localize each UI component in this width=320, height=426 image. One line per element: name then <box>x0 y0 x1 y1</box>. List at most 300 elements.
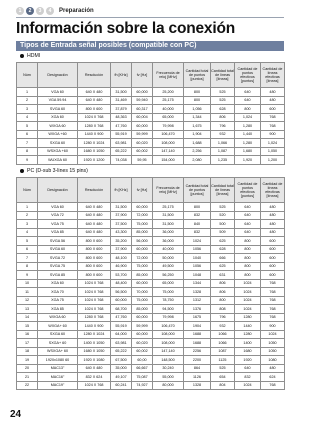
table-cell: 600 <box>261 271 285 280</box>
table-cell: 520 <box>211 211 235 220</box>
table-cell: 55,919 <box>111 130 132 139</box>
table-cell: MAC19" <box>38 381 78 390</box>
table-cell: 1920 X 1080 <box>78 356 111 365</box>
step-1-icon: 1 <box>16 7 24 15</box>
pc-heading-label: PC (D-sub 3-lines 15 pins) <box>27 168 88 174</box>
step-3-icon: 3 <box>36 7 44 15</box>
table-cell: 60,000 <box>111 296 132 305</box>
table-cell: 4 <box>17 228 38 237</box>
table-cell: 37,900 <box>111 245 132 254</box>
table-cell: 3 <box>17 220 38 229</box>
table-cell: 2256 <box>184 347 211 356</box>
column-header: Cantidad total de líneas [líneas] <box>211 178 235 203</box>
table-cell: 1904 <box>184 322 211 331</box>
column-header: fh [KHz] <box>111 178 132 203</box>
table-cell: 1126 <box>184 373 211 382</box>
table-cell: 108,000 <box>153 339 184 348</box>
table-cell: 1048 <box>184 271 211 280</box>
table-cell: 59,95 <box>132 156 153 165</box>
table-cell: 47,760 <box>111 122 132 131</box>
table-cell: 1050 <box>261 339 285 348</box>
table-cell: 72,000 <box>132 254 153 263</box>
table-cell: 1 <box>17 88 38 97</box>
table-cell: 1,280 <box>235 122 261 131</box>
table-cell: 60,020 <box>132 139 153 148</box>
table-cell: 480 <box>261 96 285 105</box>
table-row <box>17 130 285 139</box>
table-cell: 21 <box>17 373 38 382</box>
table-cell: 768 <box>261 288 285 297</box>
table-cell: 79,998 <box>153 313 184 322</box>
table-cell: 37,900 <box>111 211 132 220</box>
table-cell: 1024 <box>235 296 261 305</box>
table-cell: 640 X 480 <box>78 96 111 105</box>
table-cell: XGA 85 <box>38 305 78 314</box>
table-cell: 2200 <box>184 356 211 365</box>
table-cell: 75,000 <box>132 262 153 271</box>
table-cell: 60,000 <box>132 122 153 131</box>
table-cell: 65,222 <box>111 347 132 356</box>
table-cell: 1024 <box>235 381 261 390</box>
table-cell: 1 <box>17 203 38 212</box>
table-cell: 600 <box>261 237 285 246</box>
table-cell: WXGA +60 <box>38 130 78 139</box>
table-row <box>17 237 285 246</box>
table-cell: 625 <box>211 262 235 271</box>
table-cell: 640 X 480 <box>78 364 111 373</box>
table-cell: 85,000 <box>132 271 153 280</box>
table-cell: 60,000 <box>132 203 153 212</box>
table-cell: 60,000 <box>132 279 153 288</box>
table-cell: 40,000 <box>153 105 184 114</box>
column-header: Cantidad total de puntos [puntos] <box>184 178 211 203</box>
table-cell: 31,500 <box>111 88 132 97</box>
table-cell: VGA 59.94 <box>38 96 78 105</box>
column-header: Frecuencia de reloj [MHz] <box>153 63 184 88</box>
table-cell: 640 X 480 <box>78 211 111 220</box>
table-cell: 65,222 <box>111 147 132 156</box>
table-cell: 14 <box>17 313 38 322</box>
table-cell: 631 <box>211 271 235 280</box>
table-cell: 480 <box>261 211 285 220</box>
table-cell: 932 <box>211 130 235 139</box>
table-cell: 55,000 <box>153 373 184 382</box>
table-cell: 10 <box>17 279 38 288</box>
table-cell: SVGA 72 <box>38 254 78 263</box>
table-cell: 640 <box>235 96 261 105</box>
table-cell: 31,469 <box>111 96 132 105</box>
table-cell: 768 <box>261 113 285 122</box>
table-cell: 1440 X 900 <box>78 322 111 331</box>
table-cell: WSXGA+ 60 <box>38 347 78 356</box>
table-cell: 1280 <box>235 330 261 339</box>
table-cell: 1024 X 768 <box>78 381 111 390</box>
table-row <box>17 262 285 271</box>
table-cell: 22 <box>17 381 38 390</box>
table-cell: 1056 <box>184 245 211 254</box>
table-cell: 3 <box>17 105 38 114</box>
table-cell: 79,998 <box>153 122 184 131</box>
bullet-icon <box>20 169 24 173</box>
table-cell: 37,879 <box>111 105 132 114</box>
hdmi-heading-label: HDMI <box>27 53 41 59</box>
table-cell: 806 <box>211 288 235 297</box>
table-cell: 900 <box>261 322 285 331</box>
table-cell: 640 X 480 <box>78 203 111 212</box>
table-cell: 480 <box>261 203 285 212</box>
table-cell: 640 X 480 <box>78 228 111 237</box>
table-cell: 43,300 <box>111 228 132 237</box>
table-cell: 65,000 <box>153 279 184 288</box>
table-cell: 35,000 <box>111 364 132 373</box>
table-cell: 640 X 480 <box>78 88 111 97</box>
table-cell: 56,000 <box>132 237 153 246</box>
table-cell: 75,087 <box>132 373 153 382</box>
table-row <box>17 288 285 297</box>
table-cell: 64,000 <box>111 330 132 339</box>
table-cell: 59,999 <box>132 322 153 331</box>
table-cell: 640 <box>235 88 261 97</box>
table-cell: 108,000 <box>153 330 184 339</box>
table-cell: 1,920 <box>235 156 261 165</box>
table-cell: 1,688 <box>184 139 211 148</box>
table-cell: 49,500 <box>153 262 184 271</box>
table-cell: 832 <box>184 228 211 237</box>
table-cell: 640 <box>235 364 261 373</box>
table-cell: 1066 <box>211 339 235 348</box>
table-cell: 800 <box>211 296 235 305</box>
table-cell: 66,667 <box>132 364 153 373</box>
table-cell: 49,107 <box>111 373 132 382</box>
table-cell: 60,000 <box>132 330 153 339</box>
chapter-indicator <box>16 6 94 15</box>
table-cell: 1,200 <box>261 156 285 165</box>
table-cell: 525 <box>211 364 235 373</box>
page-title: Información sobre la conexión <box>16 20 235 37</box>
table-cell: 11 <box>17 288 38 297</box>
table-cell: 640 <box>235 203 261 212</box>
table-cell: 1040 <box>184 254 211 263</box>
column-header: Resolución <box>78 178 111 203</box>
table-cell: 1024 <box>261 330 285 339</box>
table-cell: 640 <box>235 220 261 229</box>
table-cell: 59,940 <box>132 96 153 105</box>
table-cell: 25,200 <box>153 88 184 97</box>
table-cell: 106,470 <box>153 130 184 139</box>
table-cell: 1,680 <box>235 147 261 156</box>
table-cell: 1280 X 1024 <box>78 330 111 339</box>
table-cell: 1,087 <box>211 147 235 156</box>
column-header: Cantidad total de puntos [puntos] <box>184 63 211 88</box>
table-cell: 800 <box>235 245 261 254</box>
table-cell: 500 <box>211 220 235 229</box>
table-cell: 6 <box>17 245 38 254</box>
table-cell: 35,200 <box>111 237 132 246</box>
table-cell: 31,500 <box>111 203 132 212</box>
table-row <box>17 156 285 165</box>
table-cell: 800 <box>184 203 211 212</box>
table-cell: 2 <box>17 96 38 105</box>
column-header: Resolución <box>78 63 111 88</box>
table-cell: 800 <box>235 262 261 271</box>
table-cell: 75,000 <box>132 296 153 305</box>
table-cell: 60,004 <box>132 113 153 122</box>
table-cell: 1680 <box>235 347 261 356</box>
table-cell: 628 <box>211 105 235 114</box>
table-cell: 1024 X 768 <box>78 279 111 288</box>
table-cell: 60,000 <box>132 313 153 322</box>
table-row <box>17 339 285 348</box>
table-cell: 60,317 <box>132 105 153 114</box>
table-cell: XGA 70 <box>38 288 78 297</box>
table-cell: 832 X 624 <box>78 373 111 382</box>
table-cell: MAC13" <box>38 364 78 373</box>
table-cell: 864 <box>184 364 211 373</box>
table-cell: 2,080 <box>184 156 211 165</box>
step-2-icon: 2 <box>26 7 34 15</box>
column-header: Cantidad de líneas efectivas [líneas] <box>261 63 285 88</box>
table-cell: 60,000 <box>132 245 153 254</box>
table-cell: 1312 <box>184 296 211 305</box>
table-cell: 480 <box>261 220 285 229</box>
table-cell: 1328 <box>184 288 211 297</box>
table-cell: 628 <box>211 245 235 254</box>
table-cell: 1400 X 1050 <box>78 339 111 348</box>
table-cell: 600 <box>261 262 285 271</box>
table-row <box>17 139 285 148</box>
table-cell: SVGA 60 <box>38 105 78 114</box>
table-row <box>17 211 285 220</box>
table-cell: 1,904 <box>184 130 211 139</box>
table-cell: 147,140 <box>153 347 184 356</box>
table-cell: VGA 60 <box>38 88 78 97</box>
table-row <box>17 330 285 339</box>
table-cell: 2 <box>17 211 38 220</box>
table-cell: 600 <box>261 105 285 114</box>
table-cell: 800 <box>235 105 261 114</box>
table-cell: 20 <box>17 364 38 373</box>
table-cell: 796 <box>211 313 235 322</box>
table-cell: 1024 <box>235 288 261 297</box>
table-cell: 1066 <box>211 330 235 339</box>
table-cell: 625 <box>211 237 235 246</box>
table-cell: 1440 <box>235 322 261 331</box>
table-row <box>17 147 285 156</box>
table-cell: 63,981 <box>111 339 132 348</box>
table-cell: 17 <box>17 339 38 348</box>
table-header-row <box>17 63 285 88</box>
table-cell: 85,000 <box>132 305 153 314</box>
table-cell: 12 <box>17 296 38 305</box>
table-cell: 1,440 <box>235 130 261 139</box>
table-cell: 154,000 <box>153 156 184 165</box>
section-band: Tipos de Entrada señal posibles (compatible con PC) <box>16 41 284 51</box>
table-cell: 1024 X 768 <box>78 305 111 314</box>
table-cell: 5 <box>17 122 38 131</box>
table-cell: WXGA+ 60 <box>38 322 78 331</box>
table-cell: 60,002 <box>132 347 153 356</box>
table-cell: 1024 X 768 <box>78 113 111 122</box>
table-cell: 1024 <box>235 305 261 314</box>
column-header: Cantidad de puntos efectivos [puntos] <box>235 178 261 203</box>
table-cell: 48,400 <box>111 279 132 288</box>
page-number: 24 <box>10 409 22 420</box>
table-header-row <box>17 178 285 203</box>
table-cell: WXGA 60 <box>38 313 78 322</box>
table-cell: 932 <box>211 322 235 331</box>
table-cell: 509 <box>211 228 235 237</box>
column-header: Núm <box>17 63 38 88</box>
column-header: Cantidad de puntos efectivos [puntos] <box>235 63 261 88</box>
table-cell: WXGA 60 <box>38 122 78 131</box>
table-row <box>17 228 285 237</box>
table-cell: 840 <box>184 220 211 229</box>
table-cell: 768 <box>261 313 285 322</box>
table-cell: 600 <box>261 245 285 254</box>
table-cell: 800 X 600 <box>78 245 111 254</box>
table-cell: 1688 <box>184 339 211 348</box>
table-cell: 1056 <box>184 262 211 271</box>
table-cell: 72,000 <box>132 211 153 220</box>
table-cell: 640 <box>235 228 261 237</box>
table-row <box>17 122 285 131</box>
table-cell: XGA 60 <box>38 113 78 122</box>
column-header: fh [KHz] <box>111 63 132 88</box>
hdmi-heading <box>20 53 40 59</box>
table-cell: 800 <box>184 88 211 97</box>
table-cell: 480 <box>261 88 285 97</box>
table-cell: 600 <box>261 254 285 263</box>
table-cell: 1280 <box>235 313 261 322</box>
table-cell: 666 <box>211 254 235 263</box>
table-cell: 5 <box>17 237 38 246</box>
table-cell: 900 <box>261 130 285 139</box>
column-header: Cantidad total de líneas [líneas] <box>211 63 235 88</box>
table-cell: WUXGA 60 <box>38 156 78 165</box>
table-cell: 25,175 <box>153 203 184 212</box>
table-cell: 1376 <box>184 305 211 314</box>
table-cell: 40,000 <box>153 245 184 254</box>
table-cell: 800 <box>235 271 261 280</box>
section-label: Preparación <box>59 7 94 14</box>
table-cell: 1,050 <box>261 147 285 156</box>
table-cell: 768 <box>261 381 285 390</box>
table-row <box>17 271 285 280</box>
table-cell: 1,056 <box>184 105 211 114</box>
pc-table <box>16 177 285 390</box>
table-cell: VGA 85 <box>38 228 78 237</box>
table-cell: 18 <box>17 347 38 356</box>
table-cell: 1344 <box>184 279 211 288</box>
table-cell: 15 <box>17 322 38 331</box>
table-cell: 1024 <box>184 237 211 246</box>
table-cell: SVGA 75 <box>38 262 78 271</box>
column-header: Frecuencia de reloj [MHz] <box>153 178 184 203</box>
table-cell: MAC16" <box>38 373 78 382</box>
table-cell: 31,500 <box>153 211 184 220</box>
table-cell: 800 X 600 <box>78 271 111 280</box>
table-row <box>17 96 285 105</box>
table-cell: 56,500 <box>111 288 132 297</box>
table-cell: SXGA+ 60 <box>38 339 78 348</box>
table-cell: 1920 X 1200 <box>78 156 111 165</box>
table-cell: SVGA 60 <box>38 245 78 254</box>
table-cell: 768 <box>261 122 285 131</box>
table-row <box>17 322 285 331</box>
table-cell: 1024 X 768 <box>78 296 111 305</box>
step-4-icon: 4 <box>46 7 54 15</box>
table-row <box>17 113 285 122</box>
table-cell: 148,500 <box>153 356 184 365</box>
column-header: Designación <box>38 178 78 203</box>
table-cell: 768 <box>261 279 285 288</box>
table-cell: 525 <box>211 96 235 105</box>
table-cell: 60,020 <box>132 339 153 348</box>
table-cell: 108,000 <box>153 139 184 148</box>
table-cell: 1,280 <box>235 139 261 148</box>
table-cell: 4 <box>17 113 38 122</box>
table-cell: 30,240 <box>153 364 184 373</box>
table-cell: 70,000 <box>132 288 153 297</box>
table-cell: 9 <box>17 156 38 165</box>
table-cell: 525 <box>211 203 235 212</box>
table-cell: SVGA 56 <box>38 237 78 246</box>
table-cell: 60,241 <box>111 381 132 390</box>
table-row <box>17 279 285 288</box>
table-cell: 50,000 <box>153 254 184 263</box>
table-cell: 1280 X 768 <box>78 313 111 322</box>
table-cell: 800 <box>184 96 211 105</box>
table-cell: 60,00 <box>132 356 153 365</box>
table-cell: SVGA 85 <box>38 271 78 280</box>
table-cell: 59,999 <box>132 130 153 139</box>
table-cell: 806 <box>211 113 235 122</box>
table-cell: 53,700 <box>111 271 132 280</box>
bullet-icon <box>20 54 24 58</box>
table-cell: 1400 <box>235 339 261 348</box>
table-cell: 36,000 <box>153 228 184 237</box>
table-cell: 60,002 <box>132 147 153 156</box>
table-cell: 74,038 <box>111 156 132 165</box>
table-cell: 47,760 <box>111 313 132 322</box>
table-cell: SXGA 60 <box>38 330 78 339</box>
pc-heading <box>20 168 88 174</box>
table-cell: 1,066 <box>211 139 235 148</box>
table-row <box>17 296 285 305</box>
table-cell: VGA 72 <box>38 211 78 220</box>
table-cell: 13 <box>17 305 38 314</box>
table-cell: 46,900 <box>111 262 132 271</box>
table-cell: 106,470 <box>153 322 184 331</box>
table-cell: 1920x1080 60 <box>38 356 78 365</box>
table-cell: 65,000 <box>153 113 184 122</box>
table-cell: 800 X 600 <box>78 254 111 263</box>
table-cell: 832 <box>235 373 261 382</box>
column-header: Núm <box>17 178 38 203</box>
table-cell: 624 <box>261 373 285 382</box>
table-row <box>17 373 285 382</box>
table-cell: 6 <box>17 130 38 139</box>
table-cell: 480 <box>261 364 285 373</box>
table-cell: 800 X 600 <box>78 262 111 271</box>
table-row <box>17 88 285 97</box>
column-header: fv [Hz] <box>132 178 153 203</box>
table-cell: 94,500 <box>153 305 184 314</box>
table-cell: 640 X 480 <box>78 220 111 229</box>
hdmi-table <box>16 62 285 165</box>
table-cell: 1675 <box>184 313 211 322</box>
table-cell: 800 <box>235 237 261 246</box>
